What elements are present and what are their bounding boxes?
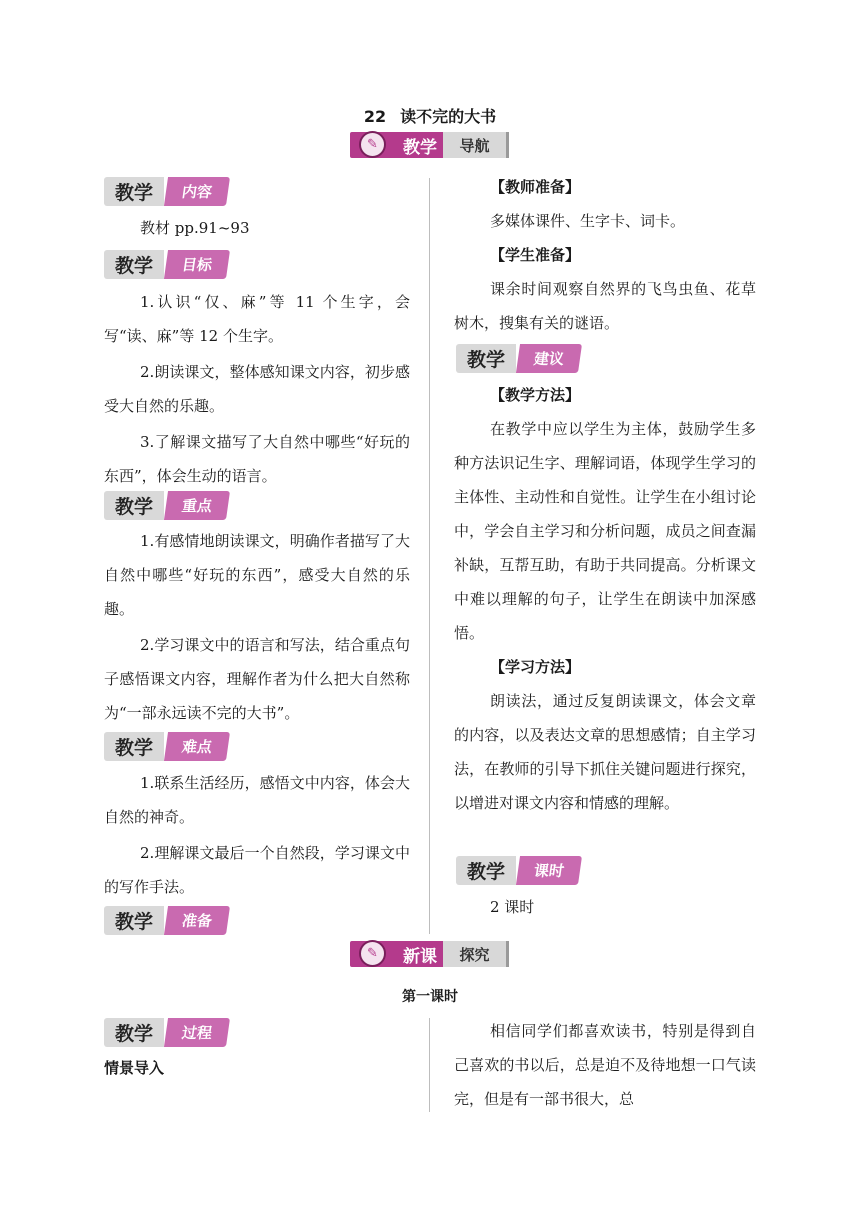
tag-difficulties: 教学 难点 <box>104 732 228 761</box>
teacher-prep-heading: 【教师准备】 <box>490 178 581 196</box>
column-divider <box>429 178 430 934</box>
banner-new-lesson: ✎ 新课 探究 <box>350 941 509 967</box>
learning-method-text: 朗读法，通过反复朗读课文，体会文章的内容，以及表达文章的思想感情；自主学习法，在教师的引导下抓住关键问题进行探究，以增进对课文内容和情感的理解。 <box>454 692 756 812</box>
learning-method-heading: 【学习方法】 <box>490 658 581 676</box>
banner-teaching-nav: ✎ 教学 导航 <box>350 132 509 158</box>
pen-nib-icon: ✎ <box>359 940 386 967</box>
student-prep-text: 课余时间观察自然界的飞鸟虫鱼、花草树木，搜集有关的谜语。 <box>454 280 756 332</box>
tag-keypoints: 教学 重点 <box>104 491 228 520</box>
suggestion-block <box>454 378 756 820</box>
lesson-title <box>0 104 860 127</box>
hours-text: 2 课时 <box>490 898 535 916</box>
right-column <box>454 170 756 340</box>
tag-suggestion: 教学 建议 <box>456 344 580 373</box>
difficulty-item: 2.理解课文最后一个自然段，学习课文中的写作手法。 <box>104 844 410 896</box>
difficulty-item: 1.联系生活经历，感悟文中内容，体会大自然的神奇。 <box>104 774 410 826</box>
lesson-number: 22 <box>363 107 387 126</box>
tag-goals: 教学 目标 <box>104 250 228 279</box>
intro-text: 相信同学们都喜欢读书，特别是得到自己喜欢的书以后，总是迫不及待地想一口气读完，但是有一部书很大，总 <box>454 1022 756 1108</box>
difficulties-list <box>104 766 410 904</box>
goal-item: 3.了解课文描写了大自然中哪些“好玩的东西”，体会生动的语言。 <box>104 433 410 485</box>
keypoint-item: 2.学习课文中的语言和写法，结合重点句子感悟课文内容，理解作者为什么把大自然称为“一部永远读不完的大书”。 <box>104 636 410 722</box>
first-lesson-heading: 第一课时 <box>402 989 458 1005</box>
tag-hours: 教学 课时 <box>456 856 580 885</box>
student-prep-heading: 【学生准备】 <box>490 246 581 264</box>
goals-list <box>104 285 410 493</box>
keypoints-list <box>104 524 410 730</box>
keypoint-item: 1.有感情地朗读课文，明确作者描写了大自然中哪些“好玩的东西”，感受大自然的乐趣。 <box>104 532 410 618</box>
goal-item: 2.朗读课文，整体感知课文内容，初步感受大自然的乐趣。 <box>104 363 410 415</box>
tag-prep: 教学 准备 <box>104 906 228 935</box>
tag-content: 教学 内容 <box>104 177 228 206</box>
column-divider <box>429 1018 430 1112</box>
teacher-prep-text: 多媒体课件、生字卡、词卡。 <box>490 212 686 230</box>
content-text: 教材 pp.91~93 <box>140 219 250 237</box>
teaching-method-text: 在教学中应以学生为主体，鼓励学生多种方法识记生字、理解词语，体现学生学习的主体性、主动性和自觉性。让学生在小组讨论中，学会自主学习和分析问题，成员之间查漏补缺，互帮互助，有助于共同提高。分析课文中难以理解的句子，让学生在朗读中加深感悟。 <box>454 420 756 642</box>
teaching-method-heading: 【教学方法】 <box>490 386 581 404</box>
tag-process: 教学 过程 <box>104 1018 228 1047</box>
pen-nib-icon: ✎ <box>359 131 386 158</box>
lesson-name: 读不完的大书 <box>400 107 497 126</box>
goal-item: 1.认识“仅、麻”等 11 个生字，会写“读、麻”等 12 个生字。 <box>104 293 410 345</box>
intro-heading: 情景导入 <box>104 1059 165 1077</box>
